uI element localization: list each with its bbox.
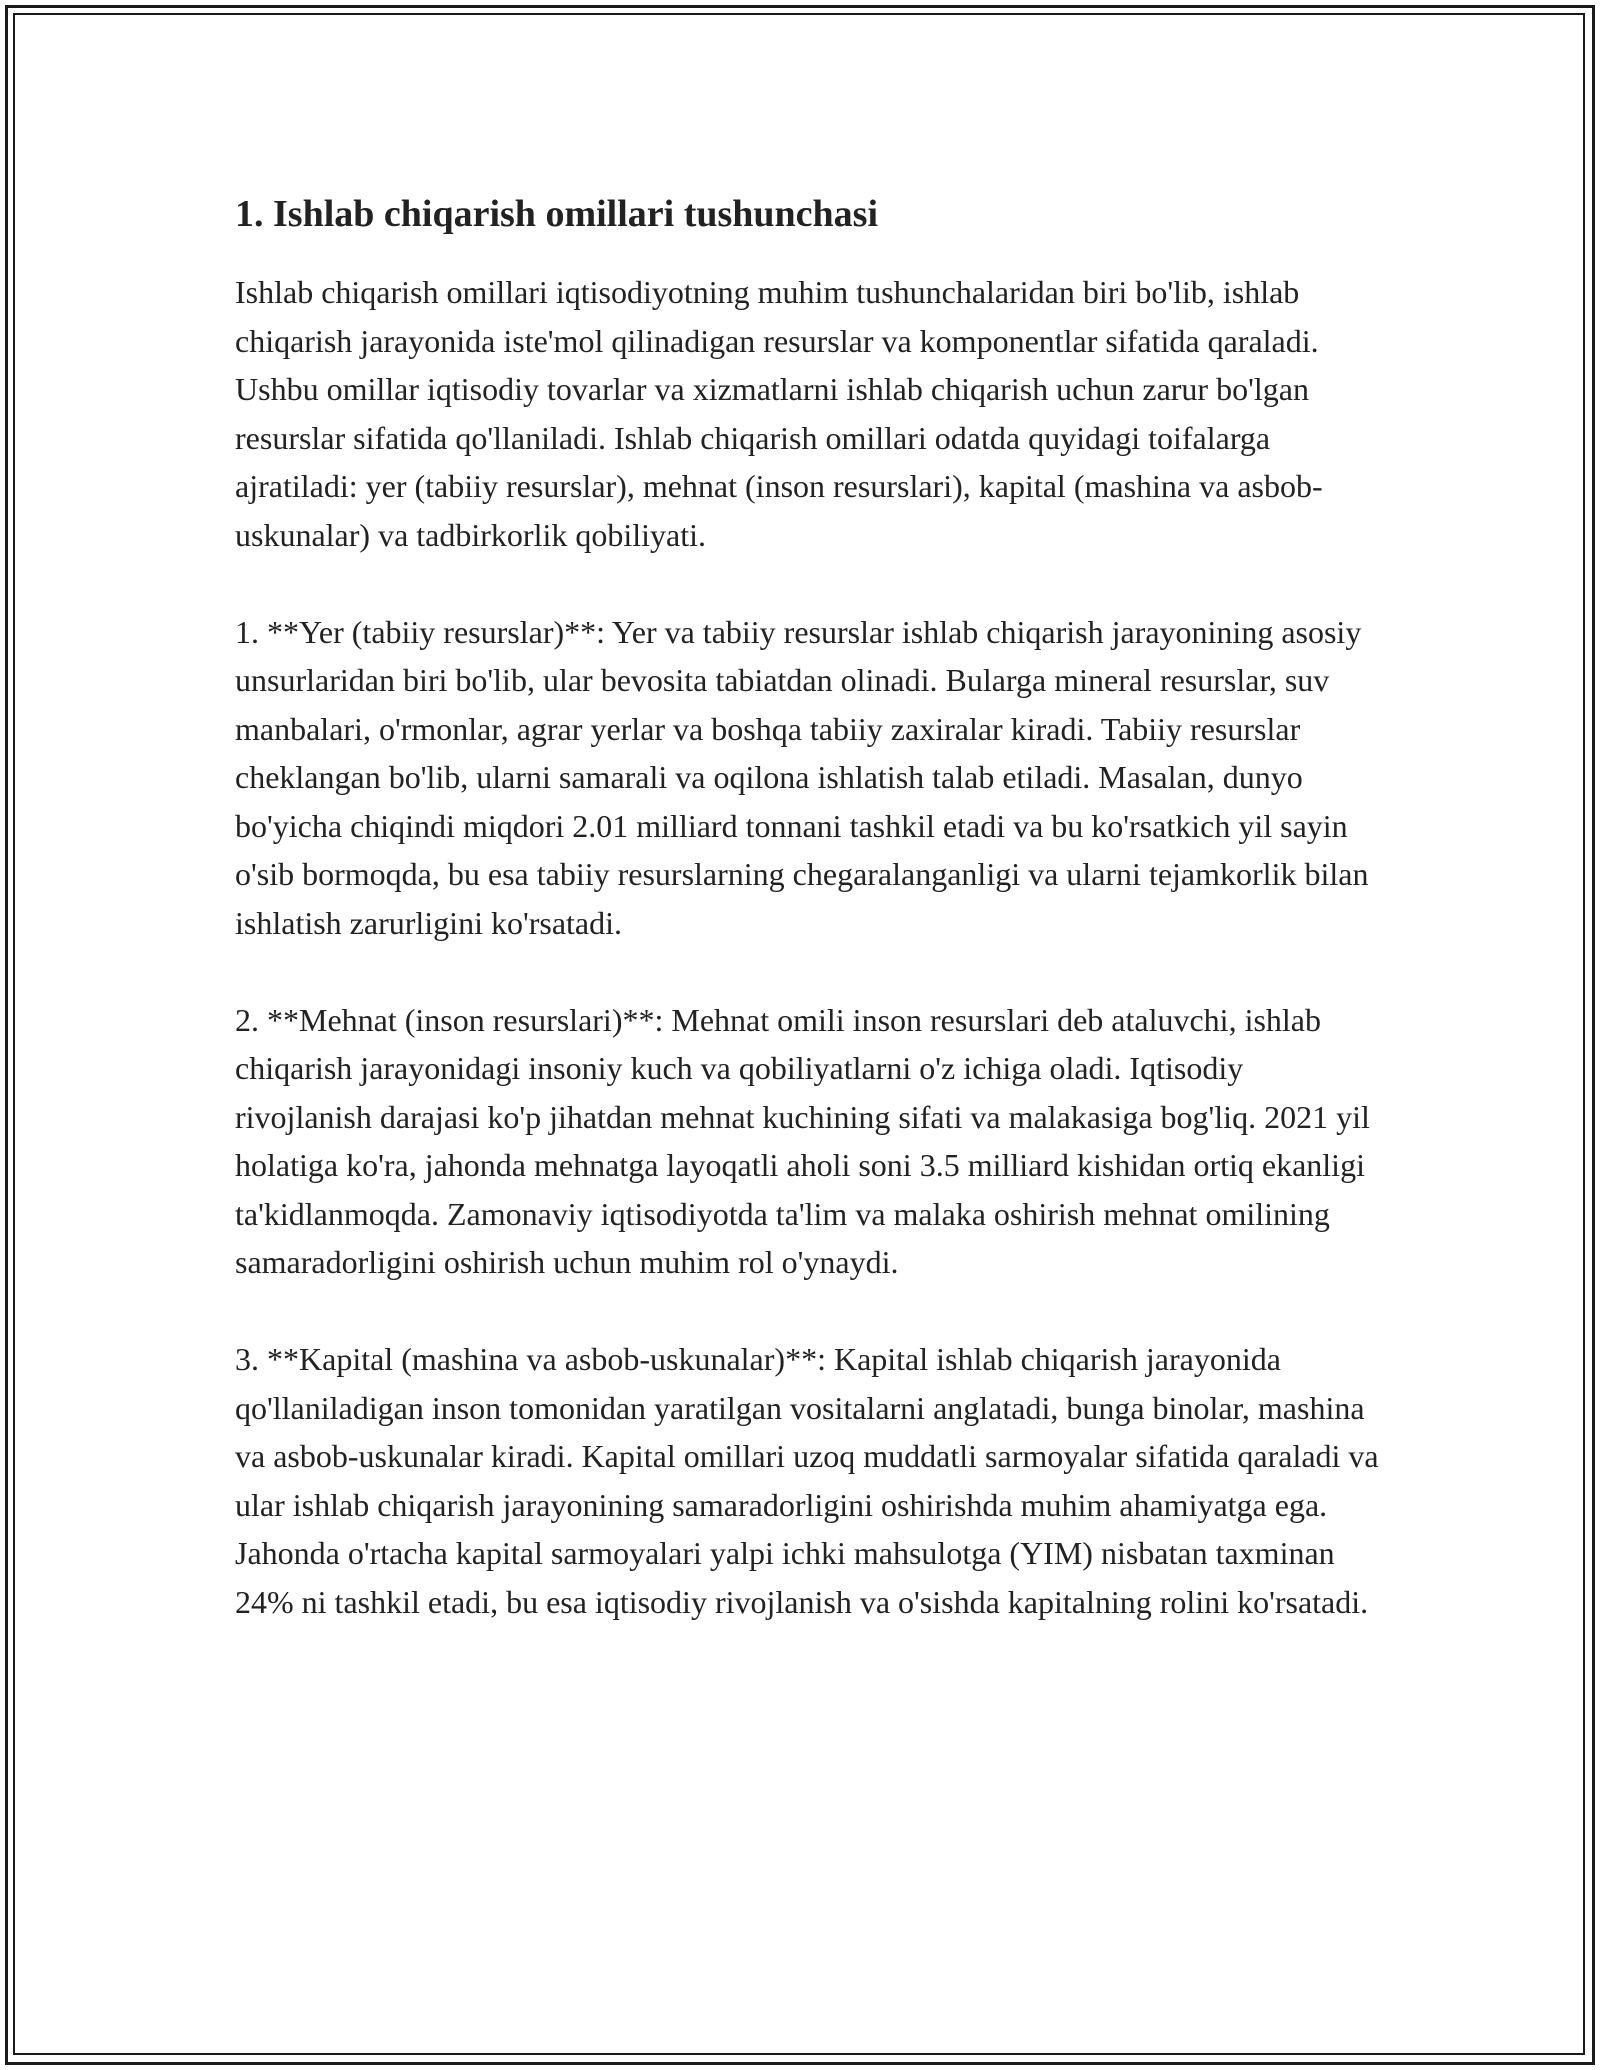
document-body (235, 190, 1385, 1675)
paragraph-capital: 3. **Kapital (mashina va asbob-uskunalar)**: Kapital ishlab chiqarish jarayonida qo'llaniladigan inson tomonidan yaratilgan vositalarni anglatadi, bunga binolar, mashina va asbob-uskunalar kiradi. Kapital omillari uzoq muddatli sarmoyalar sifatida qaraladi va ular ishlab chiqarish jarayonining samaradorligini oshirishda muhim ahamiyatga ega. Jahonda o'rtacha kapital sarmoyalari yalpi ichki mahsulotga (YIM) nisbatan taxminan 24% ni tashkil etadi, bu esa iqtisodiy rivojlanish va o'sishda kapitalning rolini ko'rsatadi. (235, 1341, 1379, 1620)
intro-paragraph: Ishlab chiqarish omillari iqtisodiyotning muhim tushunchalaridan biri bo'lib, ishlab chiqarish jarayonida iste'mol qilinadigan resurslar va komponentlar sifatida qaraladi. Ushbu omillar iqtisodiy tovarlar va xizmatlarni ishlab chiqarish uchun zarur bo'lgan resurslar sifatida qo'llaniladi. Ishlab chiqarish omillari odatda quyidagi toifalarga ajratiladi: yer (tabiiy resurslar), mehnat (inson resurslari), kapital (mashina va asbob-uskunalar) va tadbirkorlik qobiliyati. (235, 274, 1323, 553)
paragraph-labor: 2. **Mehnat (inson resurslari)**: Mehnat omili inson resurslari deb ataluvchi, ishlab chiqarish jarayonidagi insoniy kuch va qobiliyatlarni o'z ichiga oladi. Iqtisodiy rivojlanish darajasi ko'p jihatdan mehnat kuchining sifati va malakasiga bog'liq. 2021 yil holatiga ko'ra, jahonda mehnatga layoqatli aholi soni 3.5 milliard kishidan ortiq ekanligi ta'kidlanmoqda. Zamonaviy iqtisodiyotda ta'lim va malaka oshirish mehnat omilining samaradorligini oshirish uchun muhim rol o'ynaydi. (235, 1001, 1370, 1280)
paragraph-land: 1. **Yer (tabiiy resurslar)**: Yer va tabiiy resurslar ishlab chiqarish jarayonining asosiy unsurlaridan biri bo'lib, ular bevosita tabiatdan olinadi. Bularga mineral resurslar, suv manbalari, o'rmonlar, agrar yerlar va boshqa tabiiy zaxiralar kiradi. Tabiiy resurslar cheklangan bo'lib, ularni samarali va oqilona ishlatish talab etiladi. Masalan, dunyo bo'yicha chiqindi miqdori 2.01 milliard tonnani tashkil etadi va bu ko'rsatkich yil sayin o'sib bormoqda, bu esa tabiiy resurslarning chegaralanganligi va ularni tejamkorlik bilan ishlatish zarurligini ko'rsatadi. (235, 613, 1369, 941)
section-title: 1. Ishlab chiqarish omillari tushunchasi (235, 193, 879, 235)
